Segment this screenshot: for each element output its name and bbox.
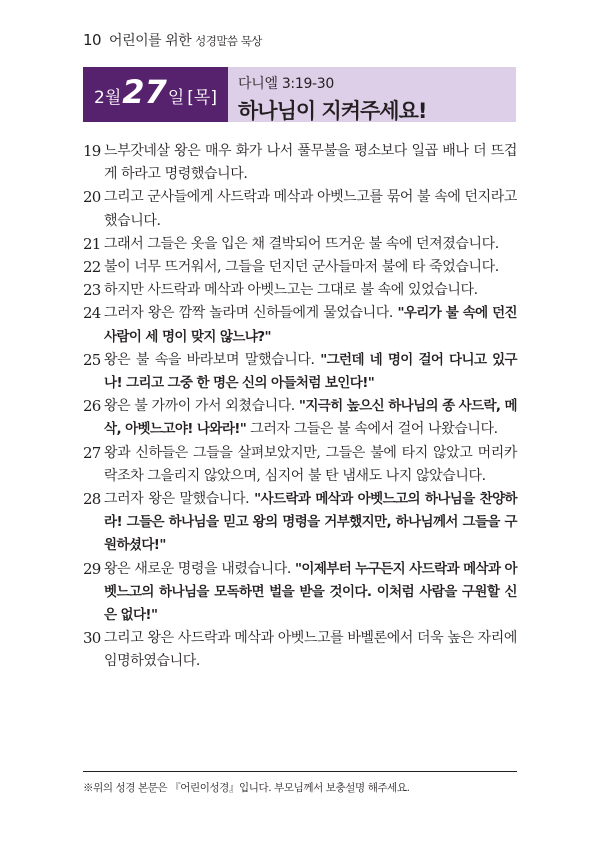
verse-text	[104, 279, 517, 302]
verse-narration: 불이 너무 뜨거워서, 그들을 던지던 군사들마저 불에 타 죽었습니다.	[104, 259, 499, 276]
devotion-title: 하나님이 지켜주세요!	[238, 99, 427, 123]
verse-number: 19	[83, 142, 101, 160]
date-day-suffix: 일	[167, 88, 185, 108]
devotion-header	[83, 67, 516, 122]
verse-quote: "그런데 네 명이 걸어 다니고 있구나! 그리고 그중 한 명은 신의 아들처럼 보인다!"	[104, 351, 517, 392]
verse-narration: 하지만 사드락과 메삭과 아벳느고는 그대로 불 속에 있었습니다.	[104, 282, 478, 299]
verse-narration: 왕은 불 속을 바라보며 말했습니다.	[104, 351, 321, 368]
verse-text	[104, 488, 517, 558]
title-panel	[228, 67, 516, 122]
verse-item	[83, 186, 517, 232]
date-month: 2월	[94, 88, 122, 108]
date-badge	[83, 67, 228, 122]
verse-number: 21	[83, 234, 101, 253]
verse-text	[104, 349, 517, 395]
verse-text	[104, 256, 517, 279]
verse-quote: "이제부터 누구든지 사드락과 메삭과 아벳느고의 하나님을 모독하면 벌을 받을 것이다. 이처럼 사람을 구원할 신은 없다!"	[104, 560, 517, 624]
verse-number: 20	[83, 188, 101, 207]
running-head	[83, 30, 262, 50]
verse-text	[104, 186, 517, 232]
verse-narration: 느부갓네살 왕은 매우 화가 나서 풀무불을 평소보다 일곱 배나 더 뜨겁게 하라고 명령했습니다.	[104, 143, 517, 183]
verse-text	[104, 558, 517, 628]
verse-item	[83, 256, 517, 279]
verse-narration: 그리고 왕은 사드락과 메삭과 아벳느고를 바벨론에서 더욱 높은 자리에 임명하였습니다.	[104, 630, 517, 670]
verse-number: 23	[83, 281, 101, 300]
verse-item	[83, 233, 517, 256]
verse-item	[83, 140, 517, 186]
verse-narration: 그래서 그들은 옷을 입은 채 결박되어 뜨거운 불 속에 던져졌습니다.	[104, 235, 499, 252]
verse-number: 25	[83, 350, 101, 369]
verse-item	[83, 627, 517, 673]
date-weekday: [목]	[187, 88, 217, 108]
verse-item	[83, 442, 517, 488]
verse-narration: 왕은 새로운 명령을 내렸습니다.	[104, 560, 295, 577]
verse-narration: 왕은 불 가까이 가서 외쳤습니다.	[104, 398, 299, 415]
verse-number: 26	[83, 397, 101, 416]
verse-number: 22	[83, 258, 101, 277]
verse-number: 30	[83, 629, 101, 648]
verse-quote: "우리가 불 속에 던진 사람이 세 명이 맞지 않느냐?"	[104, 305, 517, 345]
verse-quote: "지극히 높으신 하나님의 종 사드락, 메삭, 아벳느고야! 나와라!"	[104, 398, 517, 438]
verse-number: 29	[83, 559, 101, 578]
verse-number: 28	[83, 490, 101, 509]
verse-item	[83, 395, 517, 441]
verse-item	[83, 558, 517, 628]
book-subtitle: 성경말씀 묵상	[195, 34, 262, 48]
verse-item	[83, 488, 517, 558]
verse-narration: 그러자 왕은 깜짝 놀라며 신하들에게 물었습니다.	[104, 305, 398, 322]
verse-text	[104, 627, 517, 673]
verse-narration: 그러자 왕은 말했습니다.	[104, 491, 255, 508]
verse-text	[104, 302, 517, 348]
verse-narration: 왕과 신하들은 그들을 살펴보았지만, 그들은 불에 타지 않았고 머리카락조차 그을리지 않았으며, 심지어 불 탄 냄새도 나지 않았습니다.	[104, 444, 517, 484]
verse-quote: "사드락과 메삭과 아벳느고의 하나님을 찬양하라! 그들은 하나님을 믿고 왕의 명령을 거부했지만, 하나님께서 그들을 구원하셨다!"	[104, 491, 517, 554]
verse-number: 27	[83, 443, 101, 462]
scripture-reference: 다니엘 3:19-30	[238, 76, 335, 92]
verse-text	[104, 233, 517, 256]
verse-item	[83, 302, 517, 348]
verse-narration: 그러자 그들은 불 속에서 걸어 나왔습니다.	[246, 421, 498, 438]
verse-narration: 그리고 군사들에게 사드락과 메삭과 아벳느고를 묶어 불 속에 던지라고 했습니다.	[104, 189, 517, 229]
verse-item	[83, 279, 517, 302]
footnote-divider	[83, 771, 517, 772]
verse-text	[104, 140, 517, 186]
verse-number: 24	[83, 304, 101, 323]
footnote: ※위의 성경 본문은 『어린이성경』입니다. 부모님께서 보충설명 해주세요.	[83, 782, 410, 794]
verse-text	[104, 395, 517, 441]
date-day: 27	[122, 73, 167, 111]
verse-list	[83, 140, 517, 674]
book-title: 어린이를 위한	[109, 33, 192, 49]
verse-item	[83, 349, 517, 395]
verse-text	[104, 442, 517, 488]
page-number: 10	[83, 31, 102, 49]
